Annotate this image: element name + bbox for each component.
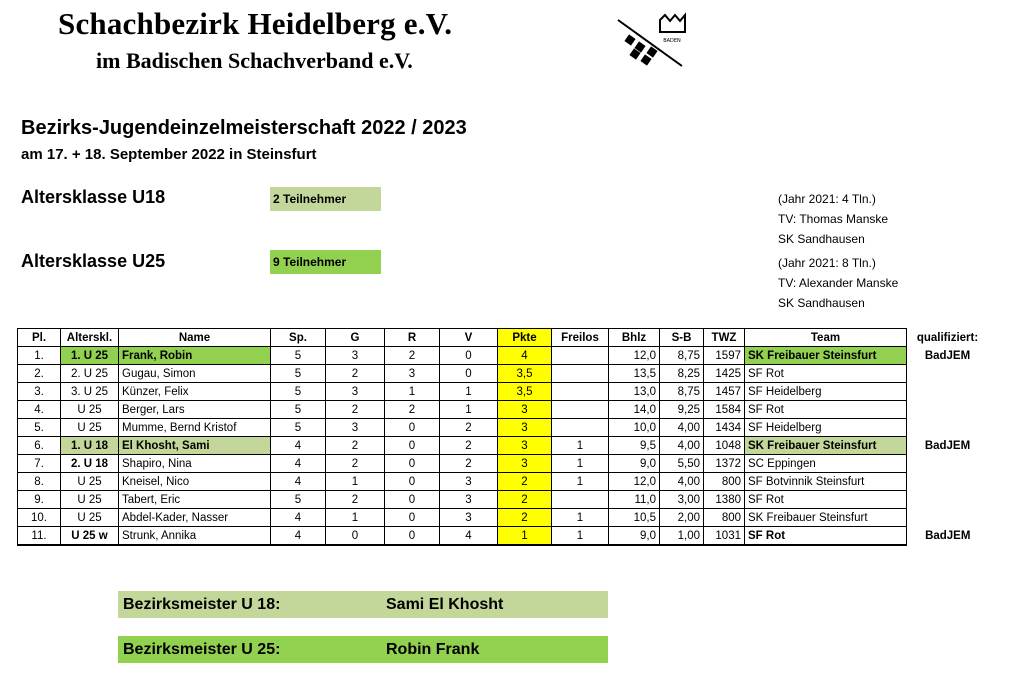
cell-r: 3 — [385, 365, 440, 383]
cell-team: SK Freibauer Steinsfurt — [745, 437, 907, 455]
note-line: (Jahr 2021: 4 Tln.) — [778, 192, 876, 206]
cell-v: 0 — [440, 365, 498, 383]
cell-twz: 1425 — [704, 365, 745, 383]
cell-r: 2 — [385, 347, 440, 365]
cell-pl: 5. — [18, 419, 61, 437]
cell-ak: 1. U 18 — [61, 437, 119, 455]
cell-qualifiziert — [907, 491, 989, 509]
cell-ak: U 25 — [61, 491, 119, 509]
cell-name: Shapiro, Nina — [119, 455, 271, 473]
cell-qualifiziert — [907, 401, 989, 419]
champion-name: Robin Frank — [386, 641, 480, 658]
cell-pl: 11. — [18, 527, 61, 546]
cell-freilos: 1 — [552, 455, 609, 473]
cell-freilos: 1 — [552, 509, 609, 527]
header-pkte: Pkte — [498, 329, 552, 347]
cell-sp: 5 — [271, 419, 326, 437]
cell-ak: 1. U 25 — [61, 347, 119, 365]
cell-name: Gugau, Simon — [119, 365, 271, 383]
cell-name: Künzer, Felix — [119, 383, 271, 401]
cell-v: 0 — [440, 347, 498, 365]
cell-twz: 1031 — [704, 527, 745, 546]
note-line: TV: Alexander Manske — [778, 276, 899, 290]
cell-g: 2 — [326, 401, 385, 419]
note-line: SK Sandhausen — [778, 296, 865, 310]
cell-sp: 5 — [271, 347, 326, 365]
cell-team: SK Freibauer Steinsfurt — [745, 509, 907, 527]
cell-sp: 4 — [271, 527, 326, 546]
cell-pl: 2. — [18, 365, 61, 383]
cell-qualifiziert — [907, 473, 989, 491]
cell-r: 0 — [385, 419, 440, 437]
cell-freilos: 1 — [552, 527, 609, 546]
cell-v: 3 — [440, 509, 498, 527]
cell-r: 0 — [385, 473, 440, 491]
cell-sb: 5,50 — [660, 455, 704, 473]
table-row — [18, 365, 989, 383]
cell-sb: 4,00 — [660, 437, 704, 455]
cell-pkte: 2 — [498, 473, 552, 491]
cell-twz: 1457 — [704, 383, 745, 401]
table-row — [18, 419, 989, 437]
table-row — [18, 437, 989, 455]
cell-twz: 800 — [704, 509, 745, 527]
cell-pl: 6. — [18, 437, 61, 455]
cell-bhlz: 13,5 — [609, 365, 660, 383]
cell-pkte: 4 — [498, 347, 552, 365]
cell-name: Berger, Lars — [119, 401, 271, 419]
cell-ak: U 25 — [61, 509, 119, 527]
champion-label: Bezirksmeister U 18: — [123, 596, 281, 613]
cell-sp: 4 — [271, 473, 326, 491]
cell-name: El Khosht, Sami — [119, 437, 271, 455]
cell-sb: 2,00 — [660, 509, 704, 527]
table-row — [18, 383, 989, 401]
cell-sb: 8,25 — [660, 365, 704, 383]
cell-sb: 4,00 — [660, 419, 704, 437]
cell-pkte: 1 — [498, 527, 552, 546]
cell-ak: 3. U 25 — [61, 383, 119, 401]
table-row — [18, 473, 989, 491]
cell-pl: 7. — [18, 455, 61, 473]
cell-bhlz: 10,5 — [609, 509, 660, 527]
cell-r: 0 — [385, 509, 440, 527]
cell-sp: 5 — [271, 383, 326, 401]
cell-twz: 1597 — [704, 347, 745, 365]
cell-r: 0 — [385, 491, 440, 509]
cell-ak: 2. U 25 — [61, 365, 119, 383]
champion-u25 — [118, 636, 608, 663]
cell-twz: 1584 — [704, 401, 745, 419]
cell-sp: 5 — [271, 401, 326, 419]
cell-name: Strunk, Annika — [119, 527, 271, 546]
cell-g: 2 — [326, 491, 385, 509]
cell-bhlz: 9,0 — [609, 527, 660, 546]
participant-count-u18: 2 Teilnehmer — [270, 187, 381, 211]
cell-g: 2 — [326, 437, 385, 455]
cell-pkte: 3 — [498, 401, 552, 419]
cell-qualifiziert — [907, 365, 989, 383]
header-pl: Pl. — [18, 329, 61, 347]
table-row — [18, 527, 989, 546]
cell-qualifiziert — [907, 455, 989, 473]
logo-text: BADEN — [663, 38, 681, 44]
cell-g: 2 — [326, 455, 385, 473]
cell-sb: 8,75 — [660, 383, 704, 401]
cell-name: Tabert, Eric — [119, 491, 271, 509]
cell-v: 2 — [440, 455, 498, 473]
cell-v: 3 — [440, 473, 498, 491]
header-freilos: Freilos — [552, 329, 609, 347]
table-row — [18, 455, 989, 473]
cell-ak: 2. U 18 — [61, 455, 119, 473]
header-bhlz: Bhlz — [609, 329, 660, 347]
cell-twz: 800 — [704, 473, 745, 491]
cell-twz: 1372 — [704, 455, 745, 473]
cell-pkte: 3 — [498, 437, 552, 455]
header-g: G — [326, 329, 385, 347]
cell-qualifiziert: BadJEM — [924, 349, 971, 362]
event-title: Bezirks-Jugendeinzelmeisterschaft 2022 / 2023 — [21, 117, 467, 139]
cell-v: 1 — [440, 383, 498, 401]
header-v: V — [440, 329, 498, 347]
champion-label: Bezirksmeister U 25: — [123, 641, 281, 658]
cell-v: 2 — [440, 437, 498, 455]
cell-qualifiziert — [907, 419, 989, 437]
cell-freilos — [552, 401, 609, 419]
cell-pkte: 3 — [498, 419, 552, 437]
cell-name: Abdel-Kader, Nasser — [119, 509, 271, 527]
org-subtitle: im Badischen Schachverband e.V. — [96, 48, 413, 73]
cell-v: 3 — [440, 491, 498, 509]
cell-bhlz: 12,0 — [609, 347, 660, 365]
cell-qualifiziert: BadJEM — [924, 439, 971, 452]
champion-u18 — [118, 591, 608, 618]
cell-g: 3 — [326, 347, 385, 365]
cell-v: 4 — [440, 527, 498, 546]
note-u25 — [778, 253, 898, 313]
header-team: Team — [745, 329, 907, 347]
cell-ak: U 25 — [61, 419, 119, 437]
cell-freilos: 1 — [552, 437, 609, 455]
cell-pl: 3. — [18, 383, 61, 401]
header-sb: S-B — [660, 329, 704, 347]
cell-g: 1 — [326, 509, 385, 527]
cell-qualifiziert — [907, 383, 989, 401]
cell-freilos — [552, 419, 609, 437]
cell-pl: 8. — [18, 473, 61, 491]
cell-g: 2 — [326, 365, 385, 383]
results-table — [17, 328, 989, 546]
cell-bhlz: 13,0 — [609, 383, 660, 401]
cell-name: Frank, Robin — [119, 347, 271, 365]
table-row — [18, 347, 989, 365]
cell-g: 1 — [326, 473, 385, 491]
participant-count-u25: 9 Teilnehmer — [270, 250, 381, 274]
header-name: Name — [119, 329, 271, 347]
cell-qualifiziert: BadJEM — [925, 529, 971, 542]
cell-freilos — [552, 347, 609, 365]
note-line: TV: Thomas Manske — [778, 212, 889, 226]
cell-sp: 4 — [271, 509, 326, 527]
cell-pkte: 2 — [498, 509, 552, 527]
cell-bhlz: 9,0 — [609, 455, 660, 473]
cell-bhlz: 14,0 — [609, 401, 660, 419]
cell-sp: 5 — [271, 365, 326, 383]
table-row — [18, 509, 989, 527]
crown-chessboard-logo-icon — [612, 12, 690, 72]
cell-pl: 1. — [18, 347, 61, 365]
header-r: R — [385, 329, 440, 347]
cell-pl: 9. — [18, 491, 61, 509]
cell-ak: U 25 — [61, 401, 119, 419]
cell-r: 2 — [385, 401, 440, 419]
cell-bhlz: 12,0 — [609, 473, 660, 491]
table-row — [18, 401, 989, 419]
cell-name: Kneisel, Nico — [119, 473, 271, 491]
table-header-row — [18, 329, 989, 347]
cell-sb: 8,75 — [660, 347, 704, 365]
header-alterskl: Alterskl. — [61, 329, 119, 347]
cell-qualifiziert — [907, 509, 989, 527]
cell-sp: 4 — [271, 437, 326, 455]
cell-r: 0 — [385, 437, 440, 455]
header-qualifiziert: qualifiziert: — [916, 331, 979, 344]
class-label-u18: Altersklasse U18 — [21, 187, 166, 207]
org-title: Schachbezirk Heidelberg e.V. — [58, 6, 453, 41]
cell-pkte: 3 — [498, 455, 552, 473]
cell-sb: 1,00 — [660, 527, 704, 546]
cell-freilos — [552, 383, 609, 401]
cell-team: SF Heidelberg — [745, 419, 907, 437]
cell-pl: 10. — [18, 509, 61, 527]
cell-team: SF Botvinnik Steinsfurt — [745, 473, 907, 491]
cell-twz: 1048 — [704, 437, 745, 455]
cell-r: 0 — [385, 527, 440, 546]
cell-v: 1 — [440, 401, 498, 419]
cell-pkte: 3,5 — [498, 383, 552, 401]
cell-bhlz: 11,0 — [609, 491, 660, 509]
cell-r: 1 — [385, 383, 440, 401]
cell-pkte: 3,5 — [498, 365, 552, 383]
note-line: (Jahr 2021: 8 Tln.) — [778, 256, 876, 270]
cell-g: 3 — [326, 383, 385, 401]
cell-sb: 4,00 — [660, 473, 704, 491]
cell-sp: 4 — [271, 455, 326, 473]
cell-g: 0 — [326, 527, 385, 546]
cell-sb: 9,25 — [660, 401, 704, 419]
cell-team: SF Rot — [745, 527, 907, 546]
cell-team: SK Freibauer Steinsfurt — [745, 347, 907, 365]
note-line: SK Sandhausen — [778, 232, 865, 246]
cell-team: SC Eppingen — [745, 455, 907, 473]
cell-ak: U 25 — [61, 473, 119, 491]
cell-name: Mumme, Bernd Kristof — [119, 419, 271, 437]
cell-twz: 1380 — [704, 491, 745, 509]
cell-team: SF Rot — [745, 401, 907, 419]
cell-team: SF Heidelberg — [745, 383, 907, 401]
cell-sp: 5 — [271, 491, 326, 509]
event-subtitle: am 17. + 18. September 2022 in Steinsfurt — [21, 146, 317, 163]
cell-r: 0 — [385, 455, 440, 473]
cell-bhlz: 9,5 — [609, 437, 660, 455]
cell-v: 2 — [440, 419, 498, 437]
cell-team: SF Rot — [745, 365, 907, 383]
champion-name: Sami El Khosht — [386, 596, 504, 613]
cell-twz: 1434 — [704, 419, 745, 437]
note-u18 — [778, 189, 888, 249]
cell-freilos: 1 — [552, 473, 609, 491]
class-label-u25: Altersklasse U25 — [21, 251, 166, 271]
cell-pl: 4. — [18, 401, 61, 419]
cell-bhlz: 10,0 — [609, 419, 660, 437]
table-row — [18, 491, 989, 509]
cell-freilos — [552, 491, 609, 509]
cell-sb: 3,00 — [660, 491, 704, 509]
header-sp: Sp. — [271, 329, 326, 347]
cell-pkte: 2 — [498, 491, 552, 509]
cell-team: SF Rot — [745, 491, 907, 509]
cell-freilos — [552, 365, 609, 383]
cell-g: 3 — [326, 419, 385, 437]
header-twz: TWZ — [704, 329, 745, 347]
cell-ak: U 25 w — [61, 527, 119, 546]
